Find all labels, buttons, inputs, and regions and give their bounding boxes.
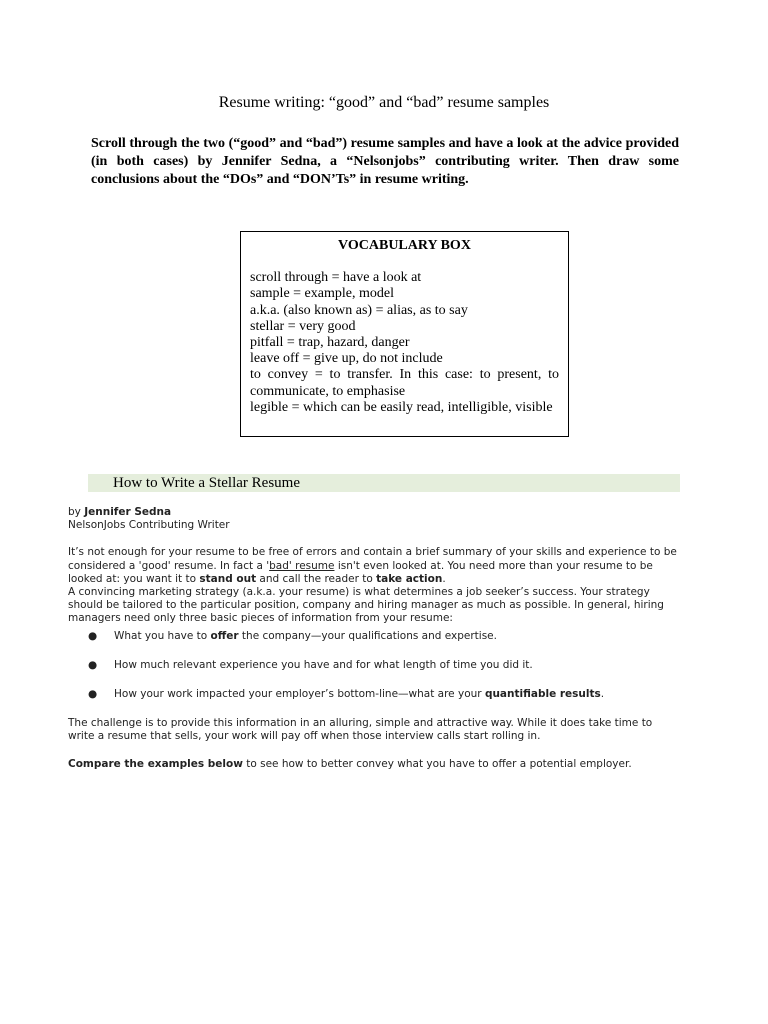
- paragraph-2: A convincing marketing strategy (a.k.a. your resume) is what determines a job seeker’s success. Your strategy should be tailored to the particular position, company and hiring manager as much as possible. In general, hiring managers need only three basic pieces of information from your resume:: [68, 586, 664, 625]
- bullet-text: How your work impacted your employer’s bottom-line—what are your: [114, 688, 485, 701]
- bullet-icon: ●: [88, 688, 98, 701]
- vocab-item: pitfall = trap, hazard, danger: [250, 335, 410, 351]
- vocab-item: a.k.a. (also known as) = alias, as to say: [250, 302, 468, 318]
- p1-text: isn't even looked at. You need more than your resume to be looked at: you want it to: [68, 559, 653, 585]
- author-name: Jennifer Sedna: [84, 506, 172, 518]
- list-item: [68, 688, 680, 701]
- bullet-icon: ●: [88, 658, 98, 671]
- bullet-text: the company—your qualifications and expertise.: [238, 629, 497, 642]
- author-role: NelsonJobs Contributing Writer: [68, 519, 230, 532]
- intro-paragraph: Scroll through the two (“good” and “bad”) resume samples and have a look at the advice provided (in both cases) by Jennifer Sedna, a “Nelsonjobs” contributing writer. Then draw some conclusions about the “DOs” and “DON’Ts” in resume writing.: [91, 136, 679, 187]
- offer-bold: offer: [210, 629, 239, 642]
- bullet-text: How much relevant experience you have and for what length of time you did it.: [114, 658, 533, 671]
- paragraph-4: [68, 758, 680, 771]
- bullet-text: What you have to: [114, 629, 211, 642]
- vocab-item: scroll through = have a look at: [250, 270, 422, 286]
- bad-resume-link[interactable]: bad' resume: [269, 559, 335, 572]
- p1-text: .: [442, 572, 446, 585]
- vocabulary-box: [240, 231, 569, 437]
- paragraph-3: The challenge is to provide this information in an alluring, simple and attractive way. While it does take time to write a resume that sells, your work will pay off when those interview calls start rolling in.: [68, 717, 653, 743]
- byline: [68, 506, 680, 519]
- article-body: [68, 506, 680, 771]
- vocab-item: legible = which can be easily read, intelligible, visible: [250, 399, 553, 415]
- vocab-item: leave off = give up, do not include: [250, 351, 443, 367]
- bullet-list: [68, 630, 680, 702]
- section-heading: How to Write a Stellar Resume: [113, 475, 300, 491]
- vocabulary-heading: VOCABULARY BOX: [338, 238, 471, 253]
- list-item: [68, 630, 680, 643]
- p1-text: and call the reader to: [256, 572, 377, 585]
- bullet-text: .: [600, 688, 605, 701]
- take-action-bold: take action: [376, 572, 443, 585]
- vocab-item: sample = example, model: [250, 286, 394, 302]
- p4-text: to see how to better convey what you have to offer a potential employer.: [242, 757, 632, 770]
- bullet-icon: ●: [88, 629, 98, 642]
- quantifiable-results-bold: quantifiable results: [484, 688, 601, 701]
- stand-out-bold: stand out: [199, 572, 257, 585]
- vocab-item: to convey = to transfer. In this case: to present, to communicate, to emphasise: [250, 367, 559, 399]
- vocab-item: stellar = very good: [250, 318, 356, 334]
- by-prefix: by: [68, 506, 85, 518]
- section-header-bar: [88, 474, 680, 492]
- compare-bold: Compare the examples below: [68, 757, 243, 770]
- paragraph-1: [68, 546, 680, 586]
- page-title: Resume writing: “good” and “bad” resume samples: [218, 94, 550, 111]
- p1-text: It’s not enough for your resume to be free of errors and contain a brief summary of your skills and experience to be considered a 'good' resume. In fact a ': [68, 546, 677, 572]
- list-item: [68, 659, 680, 672]
